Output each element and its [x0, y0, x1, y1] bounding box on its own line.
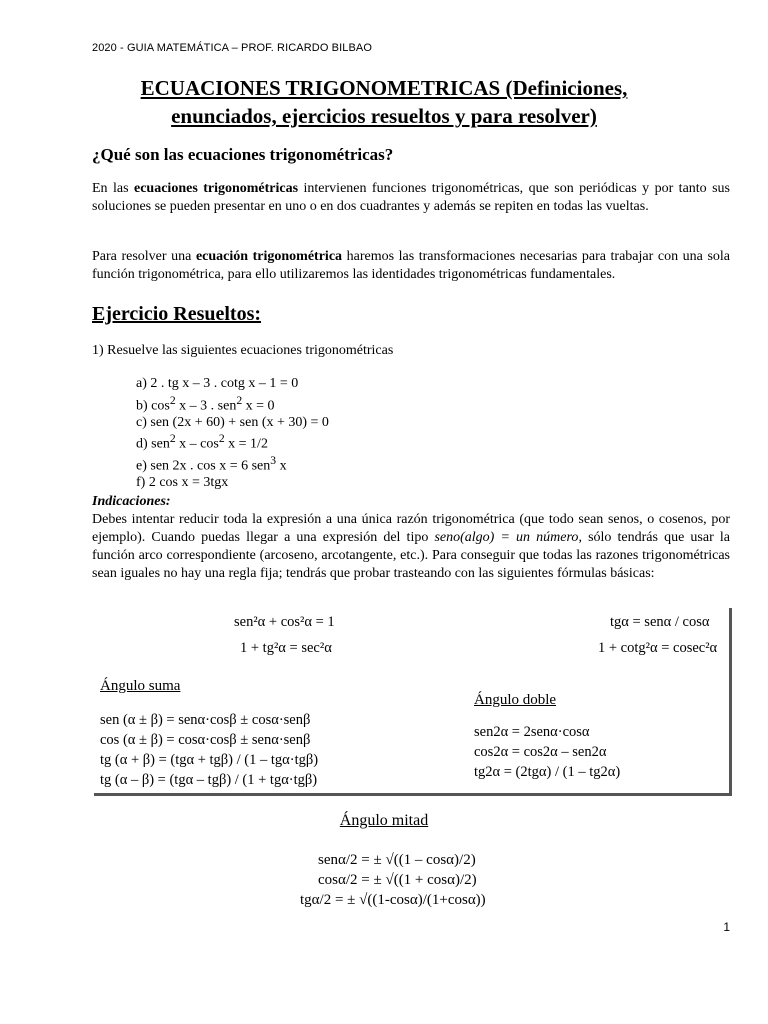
exercise-d-part: x – cos: [175, 436, 219, 452]
exercise-d-sup: 2: [218, 432, 225, 446]
formula-cotangent: 1 + cotg²α = cosec²α: [598, 640, 718, 656]
angle-half-formula: senα/2 = ± √((1 – cosα)/2): [318, 852, 476, 868]
resolved-heading: Ejercicio Resueltos:: [92, 303, 262, 325]
paragraph-2-bold: ecuación trigonométrica: [195, 249, 343, 264]
exercise-b-part: x – 3 . sen: [175, 398, 237, 414]
exercise-d-part: d) sen: [136, 436, 170, 452]
angle-double-formula: tg2α = (2tgα) / (1 – tg2α): [474, 764, 621, 780]
angle-sum-formula: sen (α ± β) = senα·cosβ ± cosα·senβ: [100, 712, 311, 728]
exercise-d-part: x = 1/2: [224, 436, 268, 452]
title-line-1: ECUACIONES TRIGONOMETRICAS (Definiciones,: [140, 76, 628, 100]
paragraph-1-post: intervienen funciones trigonométricas, que son periódicas y por tanto sus soluciones se pueden presentar en uno o en dos cuadrantes y además se repiten en todas las vueltas.: [92, 181, 731, 214]
angle-half-formula: cosα/2 = ± √((1 + cosα)/2): [318, 872, 477, 888]
angle-sum-formula: tg (α + β) = (tgα + tgβ) / (1 – tgα·tgβ): [100, 752, 319, 768]
angle-half-formulas: [300, 850, 486, 910]
indications-italic: seno(algo) = un número: [434, 530, 579, 545]
page-number: 1: [723, 920, 730, 934]
indications-text: [92, 511, 730, 583]
exercise-b-part: b) cos: [136, 398, 170, 414]
exercise-e-sup: 3: [270, 454, 277, 468]
angle-double-formula: sen2α = 2senα·cosα: [474, 724, 590, 740]
exercise-c: c) sen (2x + 60) + sen (x + 30) = 0: [136, 414, 329, 430]
title-line-2: enunciados, ejercicios resueltos y para resolver): [171, 104, 597, 128]
angle-sum-formula: cos (α ± β) = cosα·cosβ ± senα·senβ: [100, 732, 311, 748]
exercise-b: [136, 393, 329, 415]
exercise-b-sup: 2: [236, 393, 243, 407]
formula-pythagorean-2: 1 + tg²α = sec²α: [240, 640, 332, 656]
exercise-list: [136, 376, 329, 492]
paragraph-1-bold: ecuaciones trigonométricas: [134, 181, 299, 196]
exercise-b-part: x = 0: [242, 398, 275, 414]
paragraph-1-pre: En las: [92, 181, 134, 196]
exercise-d: [136, 431, 329, 453]
exercise-e-part: x: [276, 458, 287, 474]
exercise-e: [136, 453, 329, 475]
paragraph-2-pre: Para resolver una: [92, 249, 196, 264]
exercise-a: a) 2 . tg x – 3 . cotg x – 1 = 0: [136, 376, 299, 391]
angle-half-heading: Ángulo mitad: [339, 812, 429, 829]
paragraph-method: [92, 248, 730, 284]
angle-double-formula: cos2α = cos2α – sen2α: [474, 744, 607, 760]
formula-tangent: tgα = senα / cosα: [610, 614, 710, 630]
exercise-intro: 1) Resuelve las siguientes ecuaciones trigonométricas: [92, 343, 394, 358]
paragraph-2-post: haremos las transformaciones necesarias para trabajar con una sola función trigonométrica, para ello utilizaremos las identidades trigonométricas fundamentales.: [92, 249, 730, 282]
formula-image: [94, 608, 732, 796]
angle-sum-heading: Ángulo suma: [100, 678, 181, 694]
exercise-f: f) 2 cos x = 3tgx: [136, 475, 229, 491]
angle-sum-formula: tg (α – β) = (tgα – tgβ) / (1 + tgα·tgβ): [100, 772, 318, 788]
formula-pythagorean-1: sen²α + cos²α = 1: [234, 614, 335, 630]
question-heading: ¿Qué son las ecuaciones trigonométricas?: [92, 145, 394, 164]
exercise-d-sup: 2: [169, 432, 176, 446]
exercise-b-sup: 2: [169, 393, 176, 407]
indications-title: Indicaciones:: [92, 494, 171, 509]
paragraph-definition: [92, 180, 730, 216]
page-header: 2020 - GUIA MATEMÁTICA – PROF. RICARDO BILBAO: [92, 42, 372, 54]
angle-half-formula: tgα/2 = ± √((1-cosα)/(1+cosα)): [300, 892, 486, 908]
indications-pre: Debes intentar reducir toda la expresión a una única razón trigonométrica (que todo sean senos, o cosenos, por ejemplo). Cuando puedas llegar a una expresión del tipo: [92, 512, 730, 545]
indications-post: , sólo tendrás que usar la función arco correspondiente (arcoseno, arcotangente, etc.). Para conseguir que todas las razones trigonométricas sean iguales no hay una regla fija; tendrás que probar trasteando con las siguientes fórmulas básicas:: [92, 530, 730, 581]
exercise-e-part: e) sen 2x . cos x = 6 sen: [136, 458, 271, 474]
angle-double-heading: Ángulo doble: [474, 692, 557, 708]
document-title: [92, 74, 676, 130]
